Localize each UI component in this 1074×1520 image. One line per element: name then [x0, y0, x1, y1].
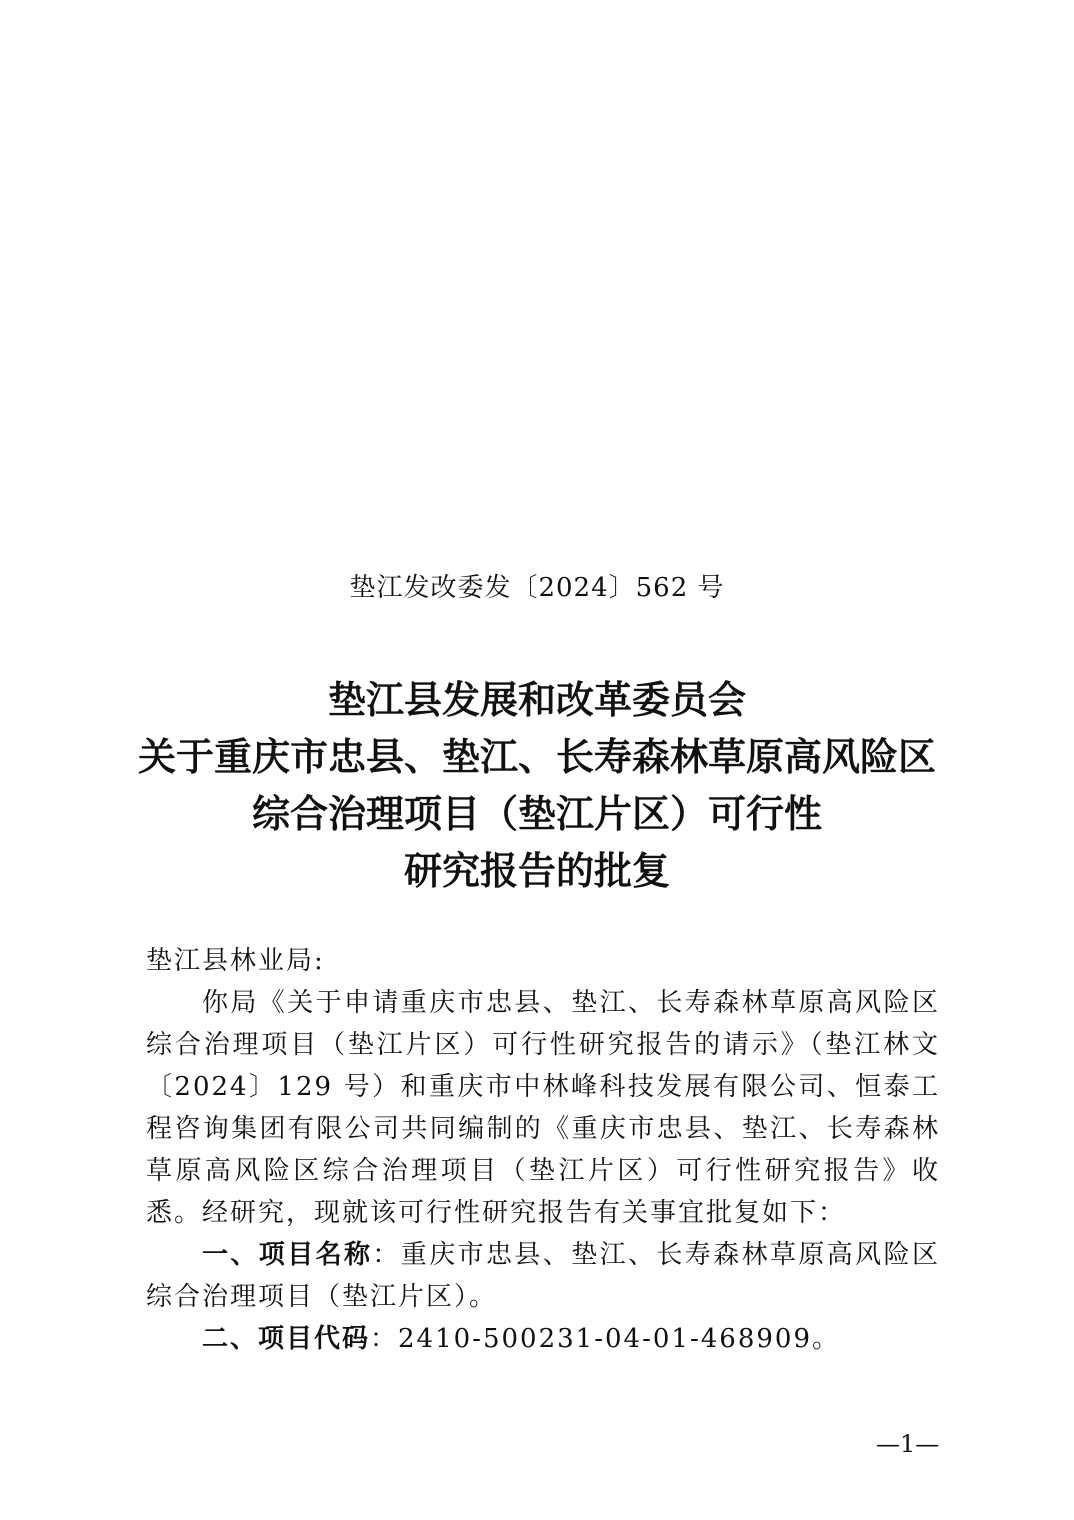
recipient: 垫江县林业局: [146, 946, 325, 976]
item-text: ：重庆市忠县、垫江、长寿森林草原高风险区综合治理项目（垫江片区）。 [146, 1240, 940, 1312]
paragraph: 你局《关于申请重庆市忠县、垫江、长寿森林草原高风险区综合治理项目（垫江片区）可行性研究报告的请示》（垫江林文〔2024〕129 号）和重庆市中林峰科技发展有限公司、恒泰工程咨询集团有限公司共同编制的《重庆市忠县、垫江、长寿森林草原高风险区综合治理项目（垫江片区）可行性研究报告》收悉。经研究，现就该可行性研究报告有关事宜批复如下： [146, 988, 940, 1228]
title-line-2: 关于重庆市忠县、垫江、长寿森林草原高风险区 [137, 735, 936, 779]
item-text: ：2410-500231-04-01-468909。 [370, 1324, 840, 1354]
document-body [146, 940, 940, 1360]
title-line-3: 综合治理项目（垫江片区）可行性 [251, 792, 822, 836]
item-project-name [146, 1234, 940, 1318]
document-title [0, 672, 1074, 900]
item-heading: 二、项目代码 [202, 1324, 371, 1354]
page-number: —1— [876, 1430, 940, 1458]
item-project-code [146, 1318, 940, 1360]
title-line-1: 垫江县发展和改革委员会 [327, 678, 746, 722]
title-line-4: 研究报告的批复 [403, 849, 670, 893]
item-heading: 一、项目名称 [202, 1240, 373, 1270]
document-number: 垫江发改委发〔2024〕562 号 [349, 573, 725, 603]
